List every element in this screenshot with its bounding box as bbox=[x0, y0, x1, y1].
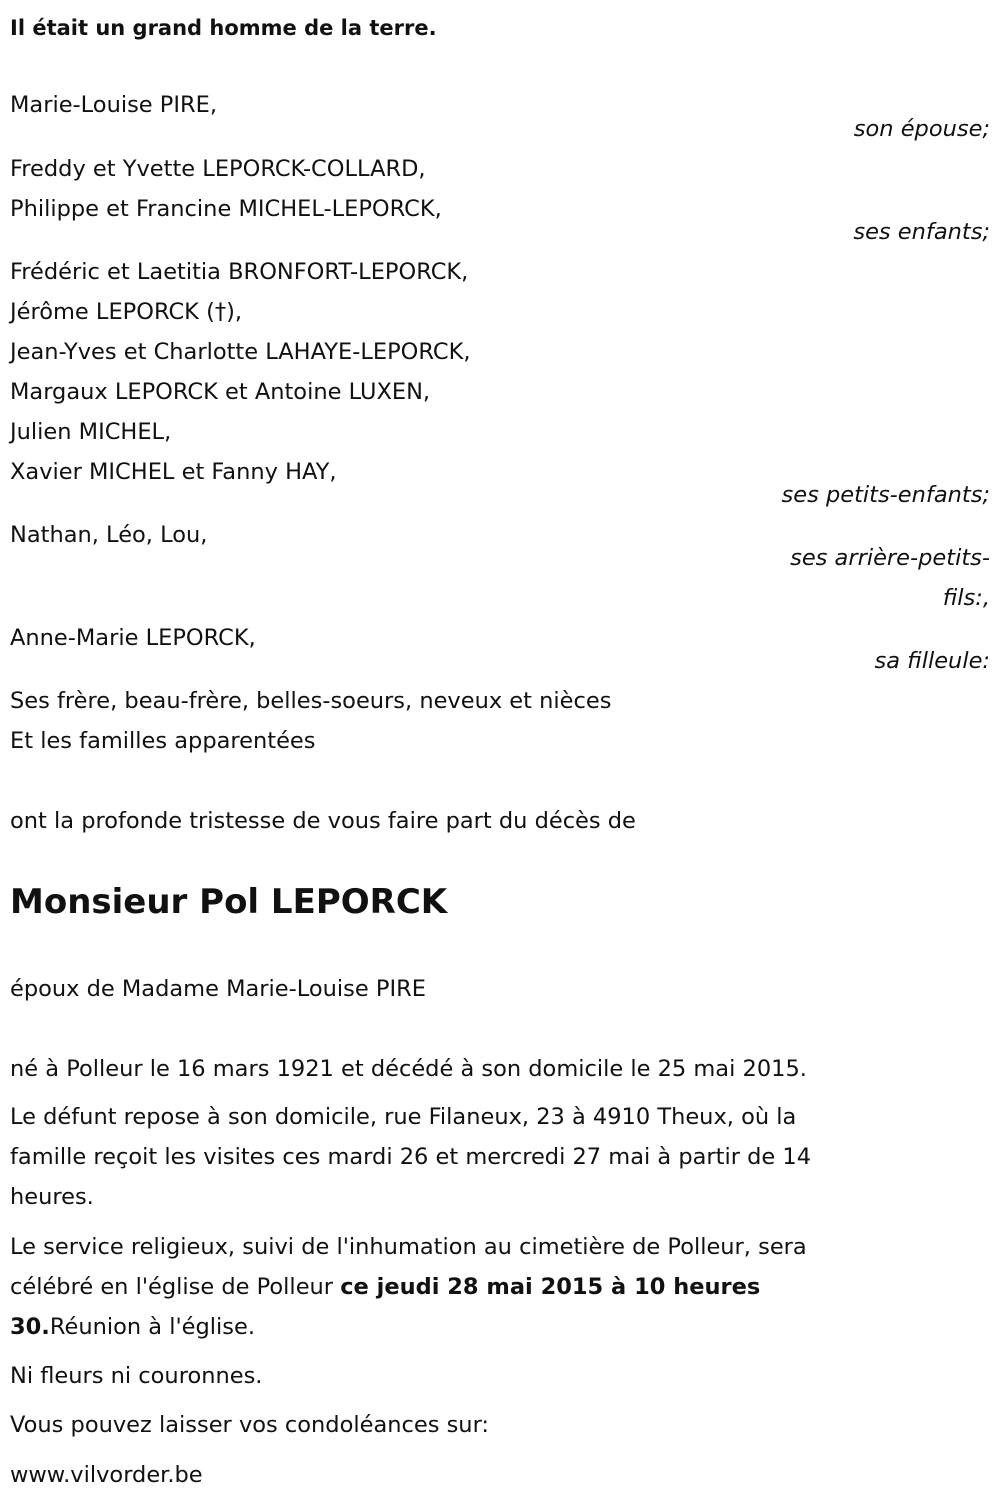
other-relatives: Et les familles apparentées bbox=[10, 728, 316, 754]
service-line: Le service religieux, suivi de l'inhumation au cimetière de Polleur, sera bbox=[10, 1234, 807, 1260]
grandchild: Jérôme LEPORCK (†), bbox=[10, 299, 243, 325]
condolences-note: Vous pouvez laisser vos condoléances sur: bbox=[10, 1412, 490, 1438]
grandchild: Margaux LEPORCK et Antoine LUXEN, bbox=[10, 379, 431, 405]
service-line bbox=[10, 1311, 255, 1343]
great-grandchildren-role: ses arrière-petits- bbox=[790, 545, 990, 571]
website-link[interactable]: www.vilvorder.be bbox=[10, 1462, 203, 1488]
gathering: Réunion à l'église. bbox=[49, 1314, 255, 1340]
goddaughter: Anne-Marie LEPORCK, bbox=[10, 625, 256, 651]
birth-death: né à Polleur le 16 mars 1921 et décédé à son domicile le 25 mai 2015. bbox=[10, 1056, 807, 1082]
announcement: ont la profonde tristesse de vous faire part du décès de bbox=[10, 808, 636, 834]
goddaughter-role: sa filleule: bbox=[874, 648, 990, 674]
spouse-role: son épouse; bbox=[853, 116, 990, 142]
repose-line: heures. bbox=[10, 1184, 94, 1210]
deceased-name: Monsieur Pol LEPORCK bbox=[10, 882, 448, 922]
child: Freddy et Yvette LEPORCK-COLLARD, bbox=[10, 156, 426, 182]
grandchild: Xavier MICHEL et Fanny HAY, bbox=[10, 459, 337, 485]
spouse-name: Marie-Louise PIRE, bbox=[10, 92, 218, 118]
service-line bbox=[10, 1271, 760, 1303]
other-relatives: Ses frère, beau-frère, belles-soeurs, neveux et nièces bbox=[10, 688, 612, 714]
flowers-note: Ni fleurs ni couronnes. bbox=[10, 1363, 263, 1389]
great-grandchildren: Nathan, Léo, Lou, bbox=[10, 522, 208, 548]
repose-line: Le défunt repose à son domicile, rue Filaneux, 23 à 4910 Theux, où la bbox=[10, 1104, 797, 1130]
grandchild: Jean-Yves et Charlotte LAHAYE-LEPORCK, bbox=[10, 339, 471, 365]
repose-line: famille reçoit les visites ces mardi 26 et mercredi 27 mai à partir de 14 bbox=[10, 1144, 812, 1170]
grandchild: Julien MICHEL, bbox=[10, 419, 172, 445]
service-date: ce jeudi 28 mai 2015 à 10 heures bbox=[340, 1274, 761, 1300]
spouse-of: époux de Madame Marie-Louise PIRE bbox=[10, 976, 426, 1002]
great-grandchildren-role-cont: fils:, bbox=[942, 585, 990, 611]
service-time: 30. bbox=[10, 1314, 50, 1340]
grandchild: Frédéric et Laetitia BRONFORT-LEPORCK, bbox=[10, 259, 469, 285]
grandchildren-role: ses petits-enfants; bbox=[781, 482, 990, 508]
children-role: ses enfants; bbox=[853, 219, 990, 245]
service-place: célébré en l'église de Polleur bbox=[10, 1274, 341, 1300]
child: Philippe et Francine MICHEL-LEPORCK, bbox=[10, 196, 442, 222]
intro-heading: Il était un grand homme de la terre. bbox=[10, 16, 437, 40]
